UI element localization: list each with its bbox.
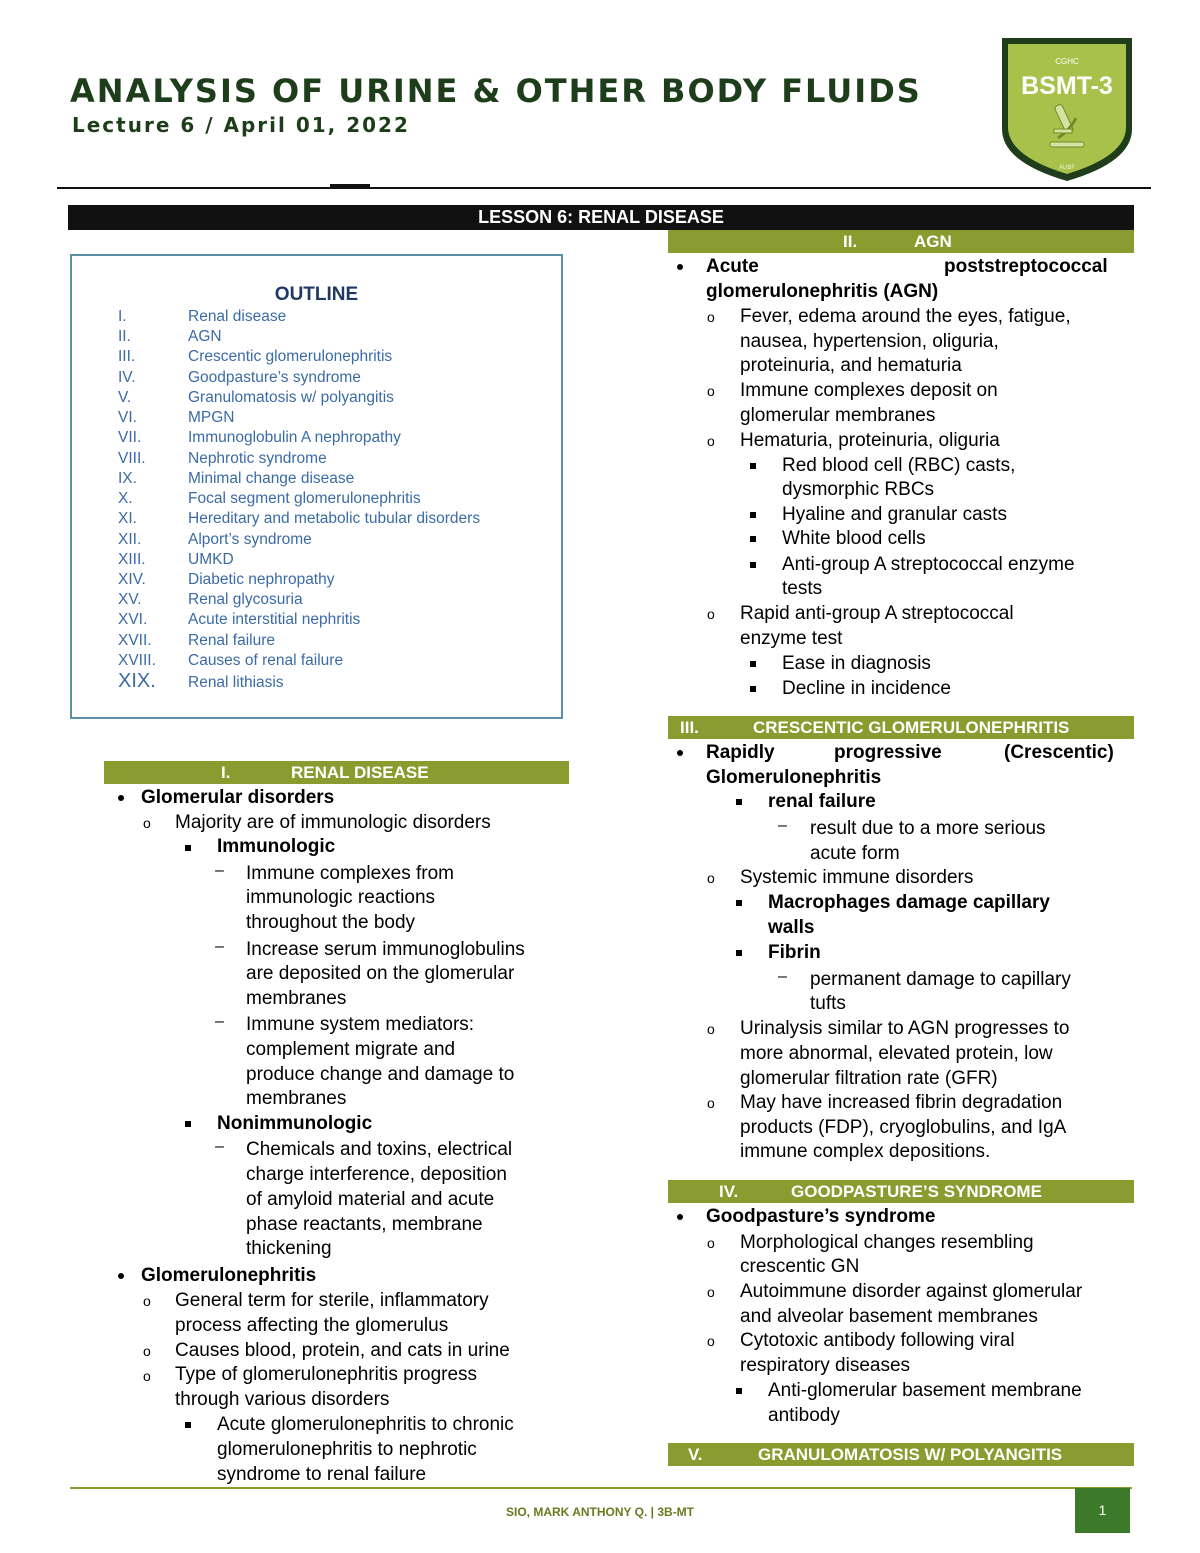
text-line: Glomerulonephritis <box>141 1265 317 1286</box>
bullet-square <box>750 562 756 568</box>
bullet-circle: o <box>707 1333 715 1349</box>
text-line: Ease in diagnosis <box>782 653 931 674</box>
text-line: enzyme test <box>740 628 843 649</box>
outline-item-number: V. <box>118 389 132 406</box>
text-line: tests <box>782 578 823 599</box>
text-line: Acute glomerulonephritis to chronic <box>217 1414 514 1435</box>
outline-item-number: XVIII. <box>118 652 156 669</box>
text-line: Immunologic <box>217 836 336 857</box>
section-header-granulomatosis <box>668 1443 1134 1466</box>
outline-item-label: Goodpasture’s syndrome <box>188 369 361 386</box>
text-line: syndrome to renal failure <box>217 1464 427 1485</box>
bullet-square <box>185 845 191 851</box>
outline-item-number: IV. <box>118 369 136 386</box>
bullet-dot <box>677 264 683 270</box>
outline-item-label: Immunoglobulin A nephropathy <box>188 429 401 446</box>
section-number: V. <box>688 1445 703 1464</box>
text-line: May have increased fibrin degradation <box>740 1092 1063 1113</box>
text-line: glomerular membranes <box>740 405 936 426</box>
text-line: produce change and damage to <box>246 1064 515 1085</box>
bullet-square <box>750 661 756 667</box>
outline-item-label: MPGN <box>188 409 235 426</box>
outline-item-number: XIV. <box>118 571 146 588</box>
section-label: CRESCENTIC GLOMERULONEPHRITIS <box>753 718 1070 737</box>
outline-item-number: I. <box>118 308 127 325</box>
section-number: II. <box>843 232 858 251</box>
outline-item-label: Diabetic nephropathy <box>188 571 335 588</box>
footer-author: SIO, MARK ANTHONY Q. | 3B-MT <box>505 1505 695 1519</box>
text-line: Chemicals and toxins, electrical <box>246 1139 513 1160</box>
bullet-square <box>185 1422 191 1428</box>
bullet-circle: o <box>143 815 151 831</box>
text-line: Macrophages damage capillary <box>768 892 1050 913</box>
text-line: Fibrin <box>768 942 821 963</box>
text-line: Increase serum immunoglobulins <box>246 939 525 960</box>
bullet-square <box>736 1388 742 1394</box>
outline-item-label: Minimal change disease <box>188 470 355 487</box>
section-label: AGN <box>914 232 952 251</box>
text-line: Fever, edema around the eyes, fatigue, <box>740 306 1071 327</box>
text-line: charge interference, deposition <box>246 1164 507 1185</box>
outline-item-label: Causes of renal failure <box>188 652 344 669</box>
text-line: membranes <box>246 1088 347 1109</box>
text-line: White blood cells <box>782 528 926 549</box>
outline-item-label: Granulomatosis w/ polyangitis <box>188 389 394 406</box>
bullet-square <box>750 686 756 692</box>
bullet-circle: o <box>707 383 715 399</box>
bullet-dash: – <box>778 817 787 834</box>
section-number: III. <box>680 718 699 737</box>
footer-divider <box>70 1487 1132 1489</box>
outline-item-number: XVI. <box>118 611 148 628</box>
text-line: Immune complexes deposit on <box>740 380 998 401</box>
text-line: antibody <box>768 1405 840 1426</box>
outline-item-label: Renal lithiasis <box>188 674 284 691</box>
outline-item-label: Hereditary and metabolic tubular disorders <box>188 510 481 527</box>
bullet-dot <box>118 795 124 801</box>
bullet-square <box>750 536 756 542</box>
badge-bottom-text: AUBF <box>1058 165 1076 171</box>
outline-item-number: II. <box>118 328 131 345</box>
bullet-circle: o <box>707 1284 715 1300</box>
outline-item-label: Focal segment glomerulonephritis <box>188 490 421 507</box>
bullet-dash: – <box>215 1138 224 1155</box>
text-line: nausea, hypertension, oliguria, <box>740 331 999 352</box>
outline-item-label: Renal failure <box>188 632 276 649</box>
bullet-circle: o <box>707 433 715 449</box>
text-line: Hematuria, proteinuria, oliguria <box>740 430 1000 451</box>
section-number: IV. <box>719 1182 739 1201</box>
outline-item-number: XIII. <box>118 551 146 568</box>
text-line: Majority are of immunologic disorders <box>175 812 491 833</box>
text-line: and alveolar basement membranes <box>740 1306 1038 1327</box>
text-line: Type of glomerulonephritis progress <box>175 1364 478 1385</box>
text-line: Hyaline and granular casts <box>782 504 1007 525</box>
text-line: dysmorphic RBCs <box>782 479 935 500</box>
text-line: Glomerular disorders <box>141 787 335 808</box>
text-line: Causes blood, protein, and cats in urine <box>175 1340 510 1361</box>
bullet-square <box>736 799 742 805</box>
text-line: membranes <box>246 988 347 1009</box>
text-line: Acute <box>706 256 759 277</box>
bullet-circle: o <box>707 1095 715 1111</box>
outline-item-number: IX. <box>118 470 137 487</box>
outline-item-number: X. <box>118 490 133 507</box>
text-line: poststreptococcal <box>944 256 1108 277</box>
outline-item-number: XIX. <box>118 670 156 692</box>
text-line: process affecting the glomerulus <box>175 1315 449 1336</box>
bullet-circle: o <box>143 1368 151 1384</box>
section-header-crescentic <box>668 716 1134 739</box>
text-line: General term for sterile, inflammatory <box>175 1290 489 1311</box>
bullet-dot <box>118 1273 124 1279</box>
text-line: Rapidly <box>706 742 775 763</box>
text-line: phase reactants, membrane <box>246 1214 483 1235</box>
text-line: renal failure <box>768 791 876 812</box>
bullet-square <box>750 463 756 469</box>
text-line: Glomerulonephritis <box>706 767 882 788</box>
outline-item-label: UMKD <box>188 551 234 568</box>
text-line: acute form <box>810 843 900 864</box>
text-line: Rapid anti-group A streptococcal <box>740 603 1014 624</box>
text-line: respiratory diseases <box>740 1355 911 1376</box>
bullet-dot <box>677 1214 683 1220</box>
bsmt-badge-logo <box>998 34 1136 184</box>
text-line: products (FDP), cryoglobulins, and IgA <box>740 1117 1067 1138</box>
text-line: Red blood cell (RBC) casts, <box>782 455 1016 476</box>
text-line: throughout the body <box>246 912 416 933</box>
bullet-square <box>736 900 742 906</box>
outline-item-number: XII. <box>118 531 142 548</box>
section-number: I. <box>221 763 231 782</box>
bullet-square <box>736 950 742 956</box>
text-line: Anti-glomerular basement membrane <box>768 1380 1082 1401</box>
text-line: Immune system mediators: <box>246 1014 475 1035</box>
outline-box <box>70 254 563 719</box>
outline-item-number: XVII. <box>118 632 152 649</box>
bullet-square <box>750 512 756 518</box>
section-header-renal-disease <box>104 761 569 784</box>
outline-item-number: VI. <box>118 409 137 426</box>
text-line: immunologic reactions <box>246 887 436 908</box>
text-line: result due to a more serious <box>810 818 1046 839</box>
section-label: GOODPASTURE’S SYNDROME <box>791 1182 1042 1201</box>
text-line: Nonimmunologic <box>217 1113 373 1134</box>
bullet-dash: – <box>215 1013 224 1030</box>
bullet-circle: o <box>707 309 715 325</box>
bullet-dash: – <box>778 968 787 985</box>
bullet-circle: o <box>707 870 715 886</box>
section-header-agn <box>668 230 1134 253</box>
bullet-circle: o <box>707 606 715 622</box>
document-title: ANALYSIS OF URINE & OTHER BODY FLUIDS <box>70 72 922 110</box>
text-line: Autoimmune disorder against glomerular <box>740 1281 1083 1302</box>
text-line: Cytotoxic antibody following viral <box>740 1330 1015 1351</box>
bullet-dash: – <box>215 862 224 879</box>
text-line: of amyloid material and acute <box>246 1189 495 1210</box>
text-line: glomerulonephritis (AGN) <box>706 281 939 302</box>
text-line: through various disorders <box>175 1389 390 1410</box>
outline-item-label: Renal disease <box>188 308 287 325</box>
outline-item-number: VIII. <box>118 450 146 467</box>
bullet-circle: o <box>707 1235 715 1251</box>
text-line: immune complex depositions. <box>740 1141 991 1162</box>
text-line: are deposited on the glomerular <box>246 963 515 984</box>
badge-main-text: BSMT-3 <box>1021 72 1113 100</box>
text-line: crescentic GN <box>740 1256 860 1277</box>
outline-item-label: Nephrotic syndrome <box>188 450 327 467</box>
badge-top-text: CGHC <box>1055 57 1079 66</box>
text-line: tufts <box>810 993 846 1014</box>
outline-item-label: Renal glycosuria <box>188 591 303 608</box>
outline-item-label: Crescentic glomerulonephritis <box>188 348 393 365</box>
section-label: RENAL DISEASE <box>291 763 429 782</box>
outline-title: OUTLINE <box>274 284 359 305</box>
lesson-title-bar: LESSON 6: RENAL DISEASE <box>68 205 1134 230</box>
text-line: (Crescentic) <box>1004 742 1114 763</box>
bullet-circle: o <box>707 1021 715 1037</box>
text-line: progressive <box>834 742 942 763</box>
bullet-dash: – <box>215 938 224 955</box>
text-line: Decline in incidence <box>782 678 951 699</box>
outline-item-number: XV. <box>118 591 142 608</box>
outline-item-label: AGN <box>188 328 222 345</box>
outline-item-label: Alport’s syndrome <box>188 531 312 548</box>
text-line: Systemic immune disorders <box>740 867 974 888</box>
outline-item-number: XI. <box>118 510 137 527</box>
text-line: Goodpasture’s syndrome <box>706 1206 936 1227</box>
text-line: glomerular filtration rate (GFR) <box>740 1068 998 1089</box>
outline-item-label: Acute interstitial nephritis <box>188 611 361 628</box>
text-line: thickening <box>246 1238 332 1259</box>
header-divider-accent <box>330 184 370 187</box>
text-line: proteinuria, and hematuria <box>740 355 962 376</box>
section-header-goodpasture <box>668 1180 1134 1203</box>
bullet-circle: o <box>143 1293 151 1309</box>
outline-item-number: VII. <box>118 429 142 446</box>
section-label: GRANULOMATOSIS W/ POLYANGITIS <box>758 1445 1063 1464</box>
text-line: Anti-group A streptococcal enzyme <box>782 554 1075 575</box>
bullet-square <box>185 1121 191 1127</box>
page-number: 1 <box>1075 1488 1130 1533</box>
text-line: complement migrate and <box>246 1039 456 1060</box>
bullet-circle: o <box>143 1343 151 1359</box>
text-line: glomerulonephritis to nephrotic <box>217 1439 477 1460</box>
text-line: more abnormal, elevated protein, low <box>740 1043 1053 1064</box>
text-line: Immune complexes from <box>246 863 455 884</box>
header-divider <box>57 187 1151 189</box>
text-line: Urinalysis similar to AGN progresses to <box>740 1018 1070 1039</box>
text-line: permanent damage to capillary <box>810 969 1071 990</box>
text-line: walls <box>768 917 815 938</box>
outline-item-number: III. <box>118 348 136 365</box>
lecture-subtitle: Lecture 6 / April 01, 2022 <box>72 113 410 137</box>
text-line: Morphological changes resembling <box>740 1232 1034 1253</box>
bullet-dot <box>677 750 683 756</box>
